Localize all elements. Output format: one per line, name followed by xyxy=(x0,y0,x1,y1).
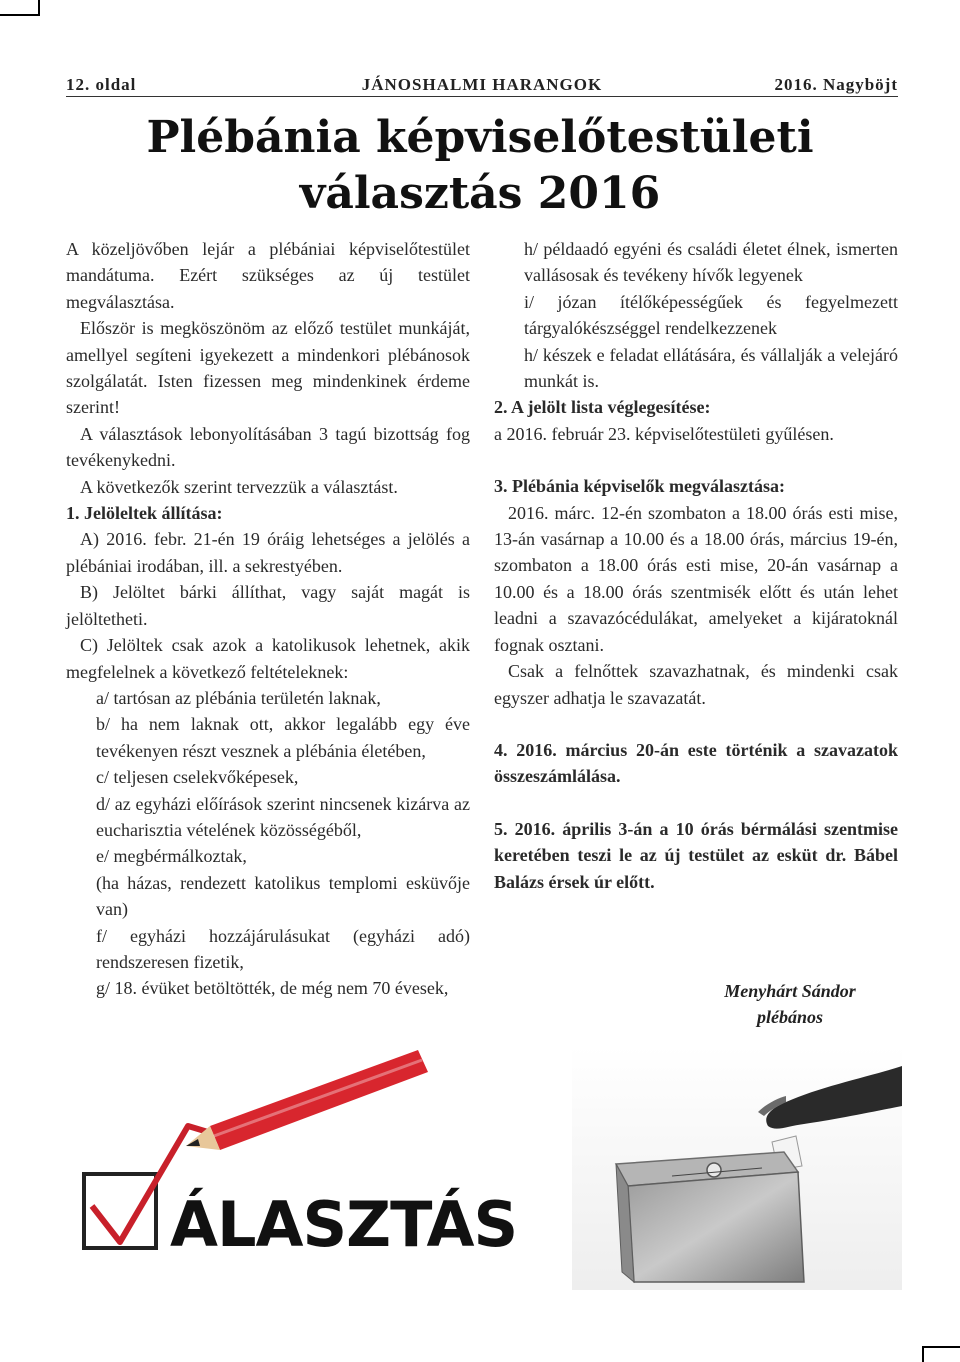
signature-block xyxy=(678,978,902,1030)
section-1-heading: 1. Jelöleltek állítása: xyxy=(66,503,223,524)
publication-name: JÁNOSHALMI HARANGOK xyxy=(361,75,603,94)
condition-b: b/ ha nem laknak ott, akkor legalább egy éve tevékenyen részt vesznek a plébánia életében, xyxy=(96,714,470,761)
section-1-c: C) Jelöltek csak azok a katolikusok lehetnek, akik megfelelnek a következő feltételeknek: xyxy=(66,635,470,682)
plan-paragraph: A következők szerint tervezzük a választást. xyxy=(80,476,398,497)
seal-icon xyxy=(707,1163,721,1177)
condition-g: g/ 18. évüket betöltötték, de még nem 70 évesek, xyxy=(96,978,449,999)
thanks-paragraph: Először is megköszönöm az előző testület munkáját, amellyel segíteni igyekezett a mindenkori plébánosok szolgálatát. Isten fizessen meg mindenkinek érdeme szerint! xyxy=(66,318,470,418)
section-1-b: B) Jelöltet bárki állíthat, vagy saját magát is jelöltetheti. xyxy=(66,582,470,629)
section-3-note: Csak a felnőttek szavazhatnak, és mindenki csak egyszer adhatja le szavazatát. xyxy=(494,661,898,708)
issue-label: 2016. Nagyböjt xyxy=(774,75,898,94)
condition-h-second: h/ készek e feladat ellátására, és vállalják a velejáró munkát is. xyxy=(524,344,898,392)
condition-c: c/ teljesen cselekvőképesek, xyxy=(96,767,299,788)
ballot-box xyxy=(628,1172,804,1282)
red-pencil-icon xyxy=(186,1050,428,1150)
title-line-1: Plébánia képviselőtestületi xyxy=(146,112,814,163)
crop-mark-top-left-v xyxy=(38,0,40,16)
section-3-heading: 3. Plébánia képviselők megválasztása: xyxy=(494,476,785,497)
crop-mark-top-left-h xyxy=(0,14,38,16)
condition-e: e/ megbérmálkoztak, xyxy=(96,846,247,867)
condition-h: h/ példaadó egyéni és családi életet élnek, ismerten vallásosak és tevékeny hívők legyenek xyxy=(524,239,898,286)
condition-a: a/ tartósan az plébánia területén laknak, xyxy=(96,687,381,708)
page-header xyxy=(66,74,898,97)
committee-paragraph: A választások lebonyolításában 3 tagú bizottság fog tevékenykedni. xyxy=(66,423,470,471)
article-title xyxy=(60,110,900,222)
signature-name: Menyhárt Sándor xyxy=(724,981,856,1001)
spacer xyxy=(494,711,898,737)
ballot-box-photo xyxy=(572,1046,902,1290)
page-number: 12. oldal xyxy=(66,75,137,94)
condition-f: f/ egyházi hozzájárulásukat (egyházi adó) rendszeresen fizetik, xyxy=(96,925,470,972)
title-line-2: választás 2016 xyxy=(299,168,661,219)
intro-paragraph: A közeljövőben lejár a plébániai képviselőtestület mandátuma. Ezért szükséges az új testület megválasztása. xyxy=(66,239,470,312)
signature-role: plébános xyxy=(756,1007,823,1027)
condition-d: d/ az egyházi előírások szerint nincsenek kizárva az eucharisztia vételének közösségéből, xyxy=(96,793,470,840)
crop-mark-bottom-right-v xyxy=(922,1346,924,1362)
section-3-text: 2016. márc. 12-én szombaton a 18.00 órás esti mise, 13-án vasárnap a 10.00 és a 18.00 órás, március 19-én, szombaton a 18.00 órás esti mise, 20-án vasárnap a 10.00 és a 18.00 órás szentmisék előtt és után lehet leadni a szavazócédulákat, amelyeket a kijáratoknál fognak osztani. xyxy=(494,502,898,655)
section-1-a: A) 2016. febr. 21-én 19 óráig lehetséges a jelölés a plébániai irodában, ill. a sekrestyében. xyxy=(66,529,470,576)
right-column xyxy=(494,236,898,895)
section-5-text: 5. 2016. április 3-án a 10 órás bérmálási szentmise keretében teszi le az új testület az esküt dr. Bábel Balázs érsek úr előtt. xyxy=(494,818,898,892)
left-column xyxy=(66,236,470,1002)
section-2-text: a 2016. február 23. képviselőtestületi gyűlésen. xyxy=(494,423,834,444)
section-2-heading: 2. A jelölt lista véglegesítése: xyxy=(494,397,711,418)
spacer xyxy=(494,790,898,816)
voting-logo-image xyxy=(78,1046,518,1270)
section-4-text: 4. 2016. március 20-án este történik a szavazatok összeszámlálása. xyxy=(494,739,898,787)
spacer xyxy=(494,447,898,473)
logo-word: ÁLASZTÁS xyxy=(170,1188,518,1261)
condition-e-note: (ha házas, rendezett katolikus templomi esküvője van) xyxy=(96,872,470,920)
crop-mark-bottom-right-h xyxy=(922,1346,960,1348)
condition-i: i/ józan ítélőképességűek és fegyelmezett tárgyalókészséggel rendelkezzenek xyxy=(524,291,898,339)
